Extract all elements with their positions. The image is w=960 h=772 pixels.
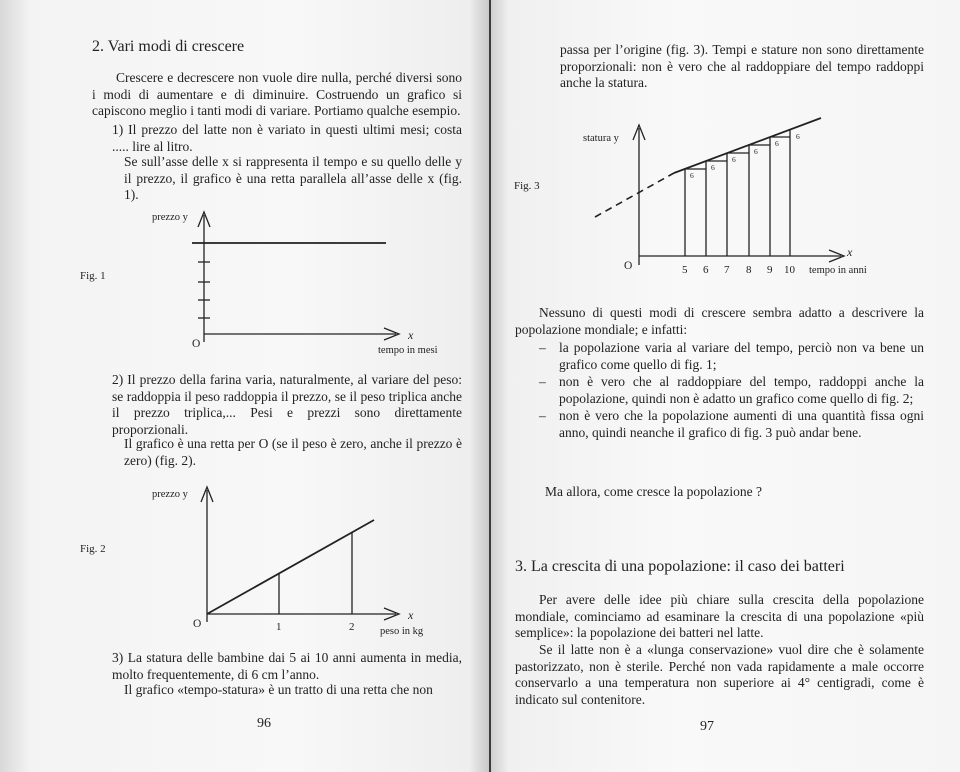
- question-text: Ma allora, come cresce la popolazione ?: [545, 484, 763, 499]
- fig-2-origin: O: [193, 618, 202, 630]
- fig-2-tick-2: 2: [349, 621, 355, 633]
- continuation-paragraph: passa per l’origine (fig. 3). Tempi e stature non sono direttamente proporzionali: non è vero che al raddoppiare del tempo raddoppi anche la statura.: [560, 42, 924, 91]
- fig-1-x-label: tempo in mesi: [378, 345, 438, 356]
- fig-3-step-label: 6: [796, 132, 800, 141]
- fig-3-step-label: 6: [775, 139, 779, 148]
- section-heading-3: 3. La crescita di una popolazione: il caso dei batteri: [515, 558, 845, 575]
- reasons-list: [539, 340, 924, 443]
- page-number-right: 97: [700, 719, 714, 734]
- page-number-left: 96: [257, 716, 271, 731]
- fig-3-extrapolated-dashed-line: [595, 173, 674, 217]
- item-1-text: 1) Il prezzo del latte non è variato in questi ultimi mesi; costa ..... lire al litro.: [112, 122, 462, 154]
- fig-1-origin: O: [192, 338, 201, 350]
- list-item: – non è vero che la popolazione aumenti di una quantità fissa ogni anno, quindi neanche il grafico di fig. 3 può andar bene.: [539, 408, 924, 441]
- paragraph-batteri: Per avere delle idee più chiare sulla crescita della popolazione mondiale, cominciamo ad esaminare la crescita di una popolazione «più semplice»: la popolazione dei batteri nel latte.: [515, 592, 924, 641]
- paragraph-latte: Se il latte non è a «lunga conservazione» vuol dire che è solamente pastorizzato, non è sterile. Perché non vada rapidamente a male occorre conservarlo a una temperatura non superiore ai 4° centigradi, come è indicato sul contenitore.: [515, 642, 924, 707]
- list-item: – la popolazione varia al variare del tempo, perciò non va bene un grafico come quello di fig. 1;: [539, 340, 924, 373]
- item-2-text: 2) Il prezzo della farina varia, naturalmente, al variare del peso: se raddoppia il peso raddoppia il prezzo, se il peso triplica anche il prezzo triplica,... Pesi e prezzi sono direttamente proporzionali.: [112, 372, 462, 437]
- fig-3-step-label: 6: [711, 163, 715, 172]
- fig-3-tick: 7: [724, 264, 730, 276]
- item-1-graph-text: Se sull’asse delle x si rappresenta il tempo e su quello delle y il prezzo, il grafico è una retta parallela all’asse delle x (fig. 1).: [124, 154, 462, 203]
- fig-3-tick: 8: [746, 264, 752, 276]
- fig-2-proportional-line: [207, 520, 374, 614]
- fig-2-y-label: prezzo y: [152, 489, 188, 500]
- fig-3-tick-labels: [682, 264, 796, 276]
- right-page: [491, 0, 960, 772]
- fig-3-tick: 5: [682, 264, 688, 276]
- fig-1-y-label: prezzo y: [152, 212, 188, 223]
- fig-2-x-letter: x: [408, 608, 414, 622]
- section-heading-2: 2. Vari modi di crescere: [92, 38, 245, 55]
- fig-3-growth-line: [674, 118, 821, 173]
- paragraph-nessuno: Nessuno di questi modi di crescere sembra adatto a descrivere la popolazione mondiale; e infatti:: [515, 305, 924, 337]
- fig-3-x-label: tempo in anni: [809, 265, 867, 276]
- fig-2-label: Fig. 2: [80, 543, 106, 555]
- fig-3-step-label: 6: [690, 171, 694, 180]
- fig-1-label: Fig. 1: [80, 270, 106, 282]
- fig-3-tick: 9: [767, 264, 773, 276]
- fig-1-x-letter: x: [408, 328, 414, 342]
- fig-3-label: Fig. 3: [514, 180, 540, 192]
- fig-3-step-label: 6: [754, 147, 758, 156]
- intro-paragraph: Crescere e decrescere non vuole dire nulla, perché diversi sono i modi di aumentare e di diminuire. Costruendo un grafico si capiscono meglio i tanti modi di variare. Portiamo qualche esempio.: [92, 70, 462, 119]
- item-3-text: 3) La statura delle bambine dai 5 ai 10 anni aumenta in media, molto frequentemente, di 6 cm l’anno.: [112, 650, 462, 682]
- item-3-graph-text: Il grafico «tempo-statura» è un tratto di una retta che non: [124, 682, 433, 697]
- fig-3-x-letter: x: [847, 245, 853, 259]
- fig-3-step-label: 6: [732, 155, 736, 164]
- item-2-graph-text: Il grafico è una retta per O (se il peso è zero, anche il prezzo è zero) (fig. 2).: [124, 436, 462, 468]
- list-item: – non è vero che al raddoppiare del tempo, raddoppi anche la popolazione, quindi non è adatto un grafico come quello di fig. 2;: [539, 374, 924, 407]
- fig-3-y-label: statura y: [583, 133, 619, 144]
- fig-2-tick-1: 1: [276, 621, 282, 633]
- fig-2-x-label: peso in kg: [380, 626, 424, 637]
- fig-3-origin: O: [624, 260, 633, 272]
- fig-3-tick: 6: [703, 264, 709, 276]
- fig-3-tick: 10: [784, 264, 795, 276]
